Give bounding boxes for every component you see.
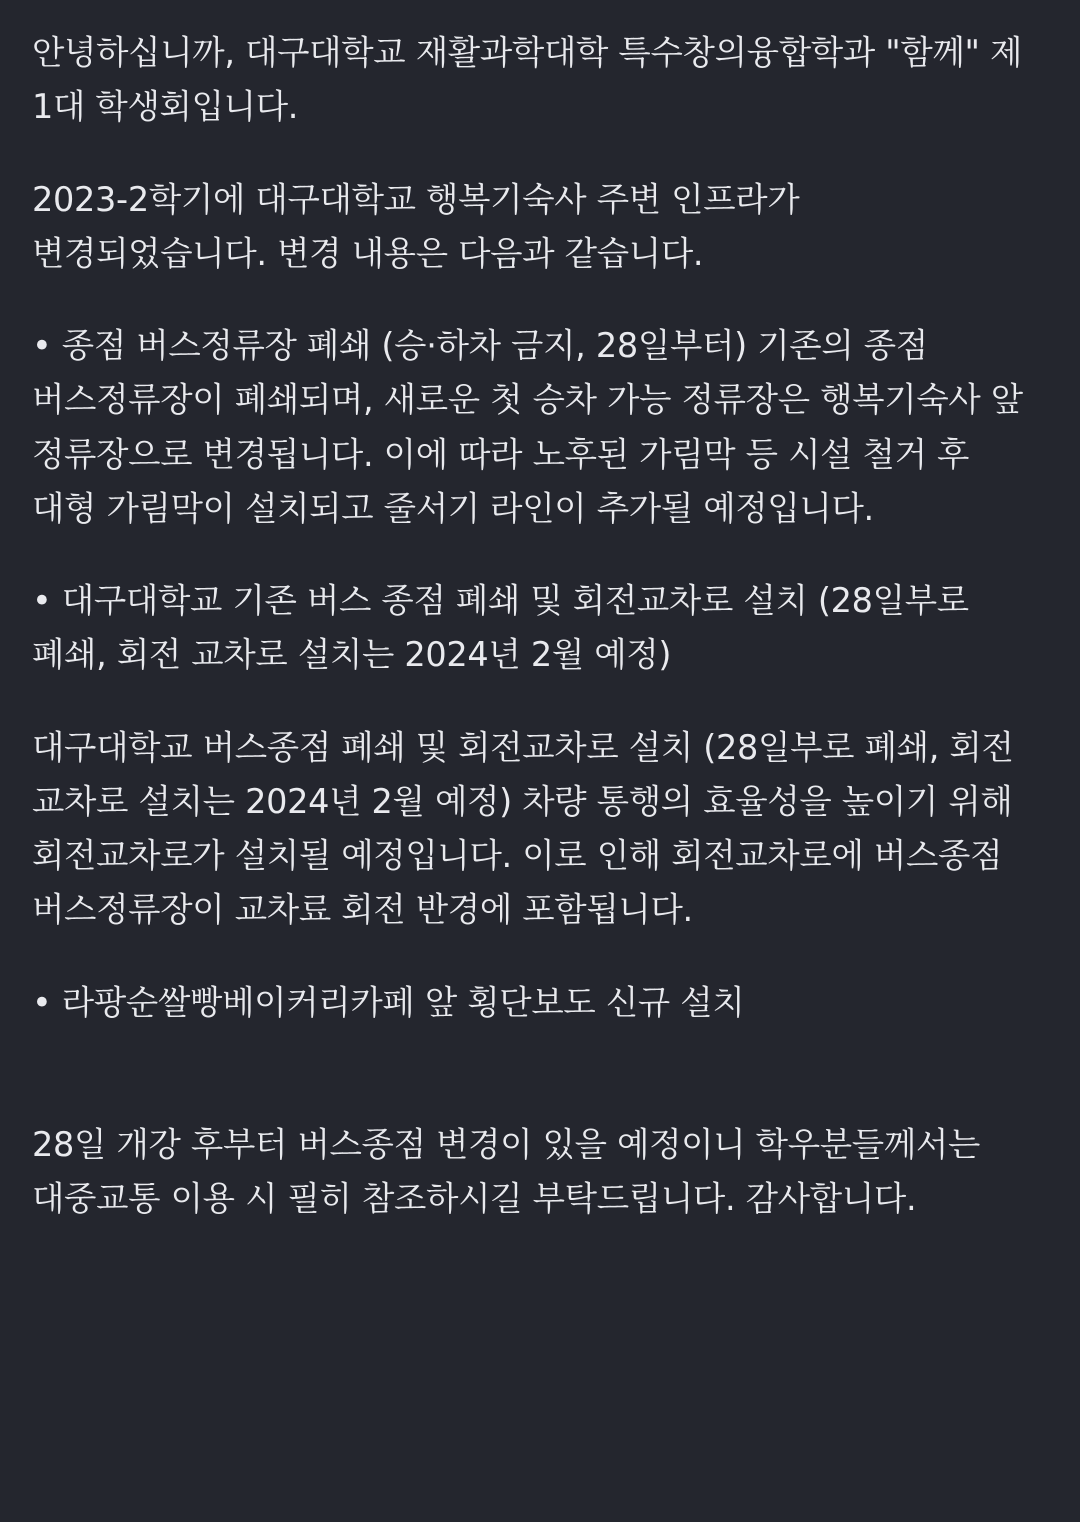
paragraph-bullet-bus-stop-closure: • 종점 버스정류장 폐쇄 (승·하차 금지, 28일부터) 기존의 종점 버스정류장이 폐쇄되며, 새로운 첫 승차 가능 정류장은 행복기숙사 앞 정류장으로 변경됩니다. 이에 따라 노후된 가림막 등 시설 철거 후 대형 가림막이 설치되고 줄서기 라인이 추가될 예정입니다. [32, 326, 1034, 528]
paragraph-greeting: 안녕하십니까, 대구대학교 재활과학대학 특수창의융합학과 "함께" 제 1대 학생회입니다. [32, 33, 1033, 127]
paragraph-intro: 2023-2학기에 대구대학교 행복기숙사 주변 인프라가 변경되었습니다. 변경 내용은 다음과 같습니다. [32, 179, 810, 273]
paragraph-closing: 28일 개강 후부터 버스종점 변경이 있을 예정이니 학우분들께서는 대중교통 이용 시 필히 참조하시길 부탁드립니다. 감사합니다. [32, 1124, 991, 1219]
paragraph-roundabout-detail: 대구대학교 버스종점 폐쇄 및 회전교차로 설치 (28일부로 폐쇄, 회전 교차로 설치는 2024년 2월 예정) 차량 통행의 효율성을 높이기 위해 회전교차로가 설치될 예정입니다. 이로 인해 회전교차로에 버스종점 버스정류장이 교차료 회전 반경에 포함됩니다. [32, 727, 1024, 930]
paragraph-bullet-roundabout: • 대구대학교 기존 버스 종점 폐쇄 및 회전교차로 설치 (28일부로 폐쇄, 회전 교차로 설치는 2024년 2월 예정) [32, 581, 980, 675]
paragraph-bullet-crosswalk: • 라팡순쌀빵베이커리카페 앞 횡단보도 신규 설치 [32, 982, 745, 1022]
